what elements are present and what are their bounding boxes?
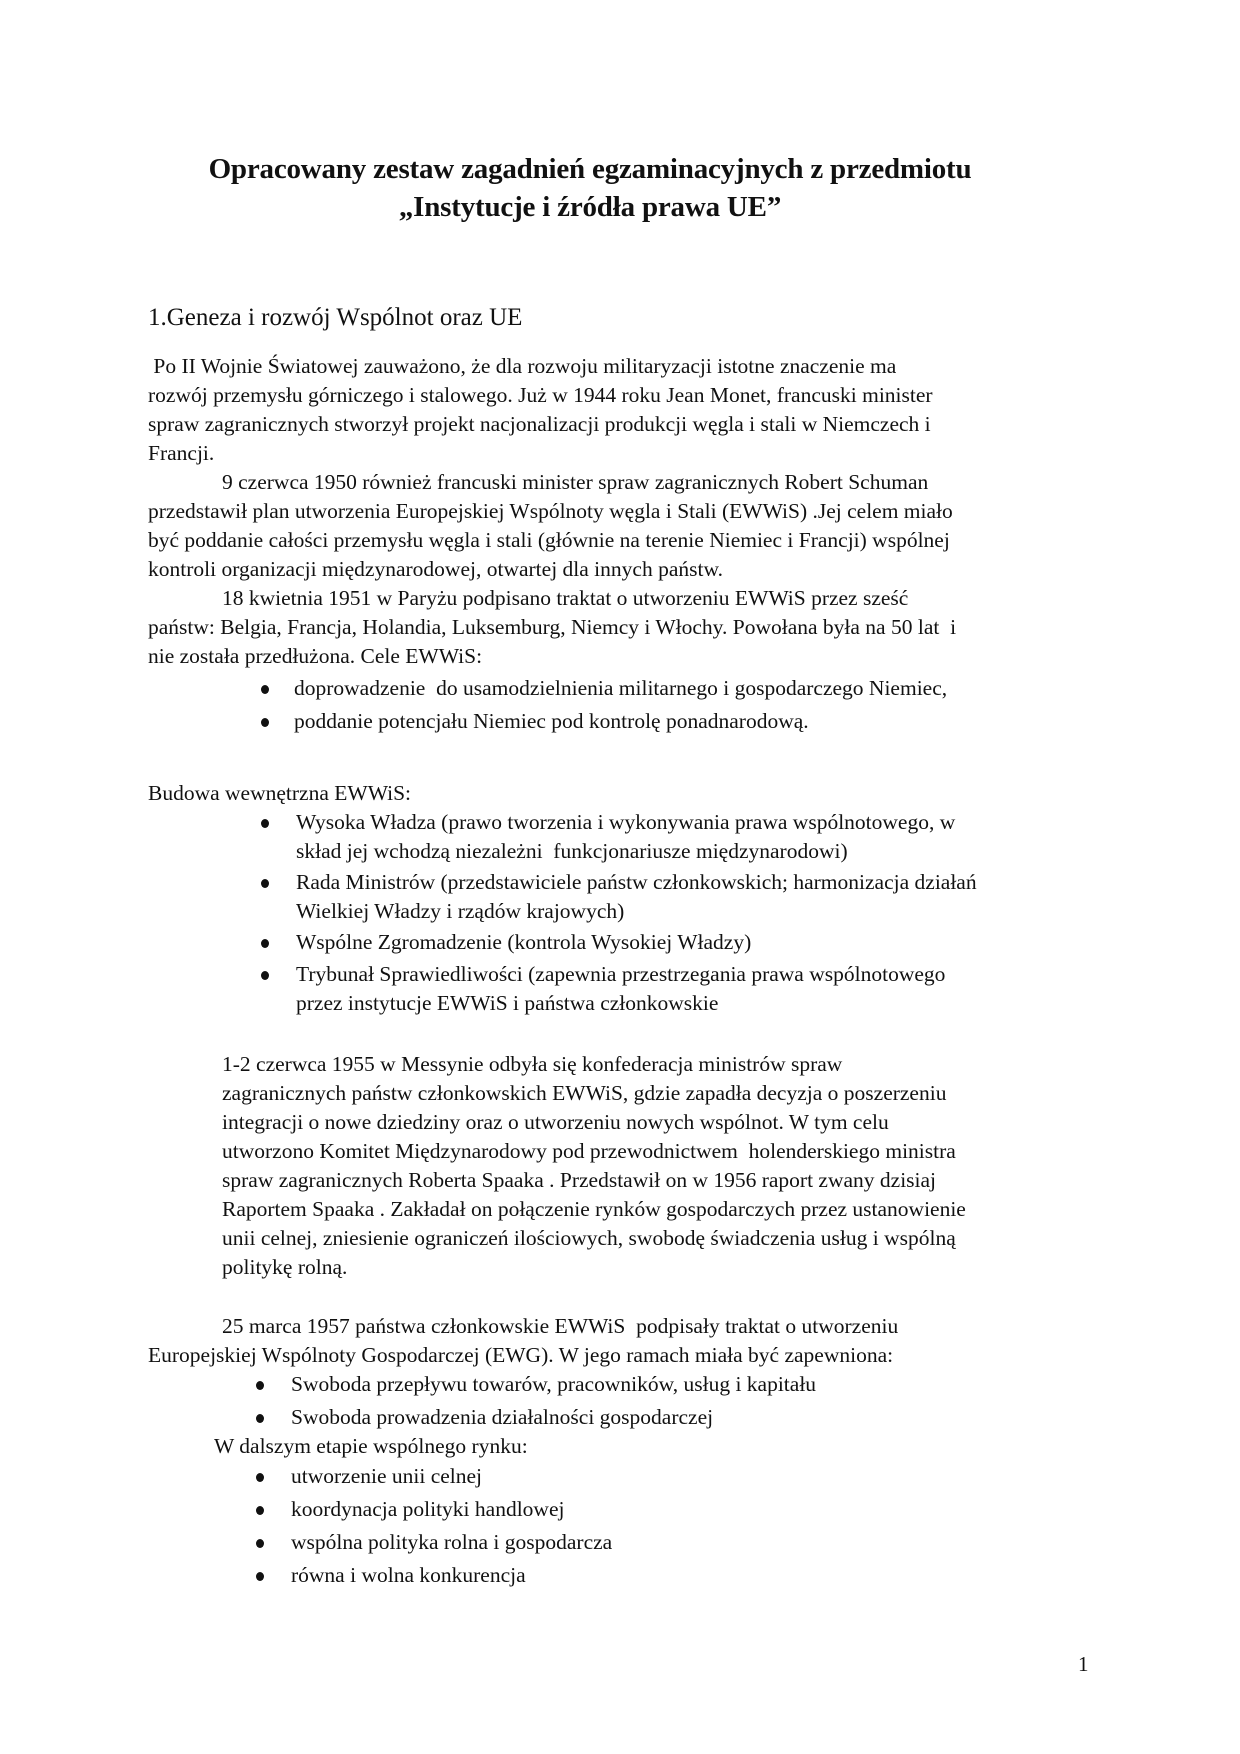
list-item: poddanie potencjału Niemiec pod kontrolę ponadnarodową. xyxy=(294,709,809,733)
paragraph-line: spraw zagranicznych Roberta Spaaka . Przedstawił on w 1956 raport zwany dzisiaj xyxy=(222,1168,937,1192)
paragraph-line: Raportem Spaaka . Zakładał on połączenie rynków gospodarczych przez ustanowienie xyxy=(222,1197,966,1221)
paragraph-line: rozwój przemysłu górniczego i stalowego. Już w 1944 roku Jean Monet, francuski minister xyxy=(148,383,933,407)
paragraph-line: integracji o nowe dziedziny oraz o utworzeniu nowych wspólnot. W tym celu xyxy=(222,1110,889,1134)
paragraph-line: kontroli organizacji międzynarodowej, otwartej dla innych państw. xyxy=(148,557,723,581)
list-item: Swoboda prowadzenia działalności gospodarczej xyxy=(291,1405,714,1429)
bullet-icon xyxy=(261,819,269,828)
paragraph-line: 25 marca 1957 państwa członkowskie EWWiS podpisały traktat o utworzeniu xyxy=(222,1314,899,1338)
document-title xyxy=(130,150,1050,226)
list-item: koordynacja polityki handlowej xyxy=(291,1497,565,1521)
bullet-icon xyxy=(261,971,269,980)
list-item: Wysoka Władza (prawo tworzenia i wykonywania prawa wspólnotowego, w xyxy=(296,810,956,834)
paragraph-line: państw: Belgia, Francja, Holandia, Luksemburg, Niemcy i Włochy. Powołana była na 50 lat i xyxy=(148,615,957,639)
paragraph-line: unii celnej, zniesienie ograniczeń ilościowych, swobodę świadczenia usług i wspólną xyxy=(222,1226,956,1250)
bullet-icon xyxy=(261,879,269,888)
list-item-continuation: Wielkiej Władzy i rządów krajowych) xyxy=(296,899,625,923)
list-item: doprowadzenie do usamodzielnienia militarnego i gospodarczego Niemiec, xyxy=(294,676,948,700)
paragraph-line: nie została przedłużona. Cele EWWiS: xyxy=(148,644,483,668)
bullet-icon xyxy=(261,685,269,694)
section-heading: 1.Geneza i rozwój Wspólnot oraz UE xyxy=(148,304,523,331)
further-stage-heading: W dalszym etapie wspólnego rynku: xyxy=(214,1434,528,1458)
list-item: Trybunał Sprawiedliwości (zapewnia przestrzegania prawa wspólnotowego xyxy=(296,962,946,986)
paragraph-line: 18 kwietnia 1951 w Paryżu podpisano traktat o utworzeniu EWWiS przez sześć xyxy=(222,586,909,610)
paragraph-line: spraw zagranicznych stworzył projekt nacjonalizacji produkcji węgla i stali w Niemczech i xyxy=(148,412,931,436)
title-line-1: Opracowany zestaw zagadnień egzaminacyjnych z przedmiotu xyxy=(208,153,972,185)
list-item: utworzenie unii celnej xyxy=(291,1464,483,1488)
bullet-icon xyxy=(256,1473,264,1482)
bullet-icon xyxy=(256,1414,264,1423)
title-line-2: „Instytucje i źródła prawa UE” xyxy=(398,191,782,223)
paragraph-line: 9 czerwca 1950 również francuski minister spraw zagranicznych Robert Schuman xyxy=(222,470,929,494)
paragraph-line: 1-2 czerwca 1955 w Messynie odbyła się konfederacja ministrów spraw xyxy=(222,1052,843,1076)
structure-heading: Budowa wewnętrzna EWWiS: xyxy=(148,781,412,805)
bullet-icon xyxy=(256,1572,264,1581)
bullet-icon xyxy=(261,718,269,727)
paragraph-line: być poddanie całości przemysłu węgla i stali (głównie na terenie Niemiec i Francji) wspólnej xyxy=(148,528,950,552)
page-number: 1 xyxy=(1078,1652,1089,1676)
paragraph-line: zagranicznych państw członkowskich EWWiS, gdzie zapadła decyzja o poszerzeniu xyxy=(222,1081,947,1105)
list-item: Wspólne Zgromadzenie (kontrola Wysokiej Władzy) xyxy=(296,930,752,954)
paragraph-line: utworzono Komitet Międzynarodowy pod przewodnictwem holenderskiego ministra xyxy=(222,1139,956,1163)
list-item: równa i wolna konkurencja xyxy=(291,1563,526,1587)
list-item-continuation: skład jej wchodzą niezależni funkcjonariusze międzynarodowi) xyxy=(296,839,848,863)
list-item: Swoboda przepływu towarów, pracowników, usług i kapitału xyxy=(291,1372,817,1396)
paragraph-line: Po II Wojnie Światowej zauważono, że dla rozwoju militaryzacji istotne znaczenie ma xyxy=(148,354,897,378)
bullet-icon xyxy=(256,1381,264,1390)
paragraph-line: politykę rolną. xyxy=(222,1255,348,1279)
list-item-continuation: przez instytucje EWWiS i państwa członkowskie xyxy=(296,991,719,1015)
bullet-icon xyxy=(261,939,269,948)
list-item: Rada Ministrów (przedstawiciele państw członkowskich; harmonizacja działań xyxy=(296,870,977,894)
paragraph-line: Francji. xyxy=(148,441,215,465)
paragraph-line: przedstawił plan utworzenia Europejskiej Wspólnoty węgla i Stali (EWWiS) .Jej celem miało xyxy=(148,499,953,523)
paragraph-line: Europejskiej Wspólnoty Gospodarczej (EWG). W jego ramach miała być zapewniona: xyxy=(148,1343,894,1367)
bullet-icon xyxy=(256,1506,264,1515)
bullet-icon xyxy=(256,1539,264,1548)
list-item: wspólna polityka rolna i gospodarcza xyxy=(291,1530,613,1554)
